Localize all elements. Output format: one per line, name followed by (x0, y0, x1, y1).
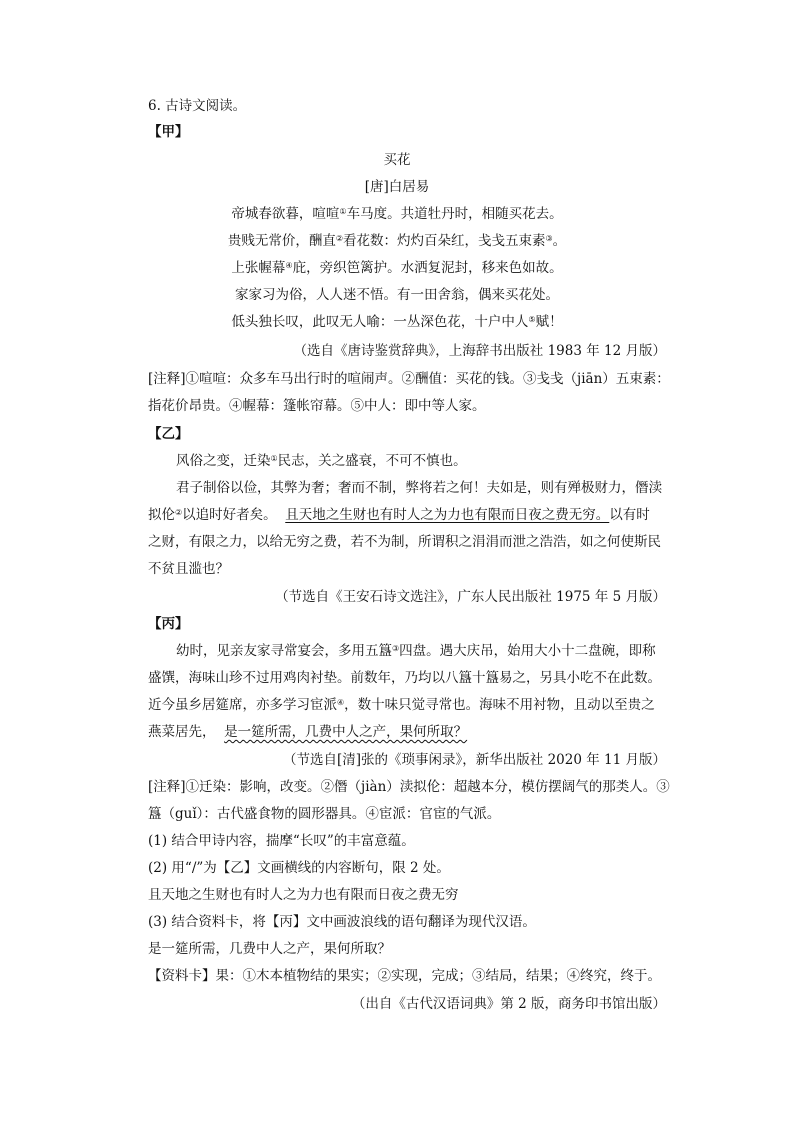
bing-line-3: 近今虽乡居筵席，亦多学习宦派④，数十味只觉寻常也。海味不用衬物，且动以至贵之 (148, 697, 655, 713)
yi-paragraph-2-line-2: 拟伦②以追时好者矣。 且天地之生财也有时人之为力也有限而日夜之费无穷。以有时 (148, 507, 650, 523)
poem-line: 家家习为俗，人人迷不悟。有一田舍翁，偶来买花处。 (235, 287, 559, 303)
poem-line: 帝城春欲暮，喧喧①车马度。共道牡丹时，相随买花去。 (231, 206, 563, 222)
bing-source: （节选自[清]张的《琐事闲录》，新华出版社 2020 年 11 月版） (283, 752, 666, 768)
section-bing-label: 【丙】 (148, 616, 189, 632)
poem-line: 贵贱无常价，酬直②看花数：灼灼百朵红，戋戋五束素③。 (227, 233, 567, 249)
yi-paragraph-1: 风俗之变，迁染①民志，关之盛衰，不可不慎也。 (176, 453, 467, 469)
question-title: 6. 古诗文阅读。 (148, 98, 247, 114)
poem-line: 上张幄幕④庇，旁织笆篱护。水洒复泥封，移来色如故。 (231, 260, 563, 276)
yi-paragraph-2-line-3: 之财，有限之力，以给无穷之费，若不为制，所谓积之涓涓而泄之浩浩，如之何使斯民 (148, 534, 661, 550)
subquestion-1: (1) 结合甲诗内容，揣摩“长叹”的丰富意蕴。 (148, 833, 415, 849)
bing-line-2: 盛馔，海味山珍不过用鸡肉衬垫。前数年，乃均以八簋十簋易之，另具小吃不在此数。 (148, 670, 661, 686)
subquestion-2-text: 且天地之生财也有时人之为力也有限而日夜之费无穷 (148, 887, 459, 903)
wavy-underlined-sentence: 是一筵所需，几费中人之产，果何所取？ (224, 724, 468, 740)
jia-note-line-1: [注释]①喧喧：众多车马出行时的喧闹声。②酬值：买花的钱。③戋戋（jiān）五束素： (148, 371, 670, 387)
poem-line: 低头独长叹，此叹无人喻：一丛深色花，十户中人⑤赋！ (231, 314, 563, 330)
bing-line-4: 燕菜居先， 是一筵所需，几费中人之产，果何所取？ (148, 724, 468, 740)
bing-note-line-1: [注释]①迁染：影响，改变。②僭（jiàn）渎拟伦：超越本分，模仿摆阔气的那类人。③ (148, 779, 670, 795)
yi-paragraph-2-line-4: 不贫且滥也？ (148, 561, 229, 577)
jia-source: （选自《唐诗鉴赏辞典》，上海辞书出版社 1983 年 12 月版） (293, 343, 666, 359)
section-jia-label: 【甲】 (148, 124, 189, 140)
yi-source: （节选自《王安石诗文选注》，广东人民出版社 1975 年 5 月版） (275, 589, 666, 605)
bing-note-line-2: 簋（guǐ）：古代盛食物的圆形器具。④宦派：官宦的气派。 (148, 806, 501, 822)
data-card: 【资料卡】果：①木本植物结的果实；②实现，完成；③结局，结果；④终究，终于。 (148, 968, 661, 984)
poem-author: [唐]白居易 (364, 179, 430, 195)
data-card-source: （出自《古代汉语词典》第 2 版，商务印书馆出版） (351, 996, 666, 1012)
section-yi-label: 【乙】 (148, 426, 189, 442)
subquestion-3-text: 是一筵所需，几费中人之产，果何所取？ (148, 941, 391, 957)
jia-note-line-2: 指花价昂贵。④幄幕：篷帐帘幕。⑤中人：即中等人家。 (148, 398, 486, 414)
subquestion-3: (3) 结合资料卡，将【丙】文中画波浪线的语句翻译为现代汉语。 (148, 914, 536, 930)
yi-paragraph-2-line-1: 君子制俗以俭，其弊为奢；奢而不制，弊将若之何！夫如是，则有殚极财力，僭渎 (176, 480, 662, 496)
bing-line-1: 幼时，见亲友家寻常宴会，多用五簋③四盘。遇大庆吊，始用大小十二盘碗，即称 (176, 643, 656, 659)
underlined-sentence: 且天地之生财也有时人之为力也有限而日夜之费无穷。 (285, 507, 610, 523)
poem-title: 买花 (383, 152, 411, 168)
subquestion-2: (2) 用“/”为【乙】文画横线的内容断句，限 2 处。 (148, 860, 450, 876)
